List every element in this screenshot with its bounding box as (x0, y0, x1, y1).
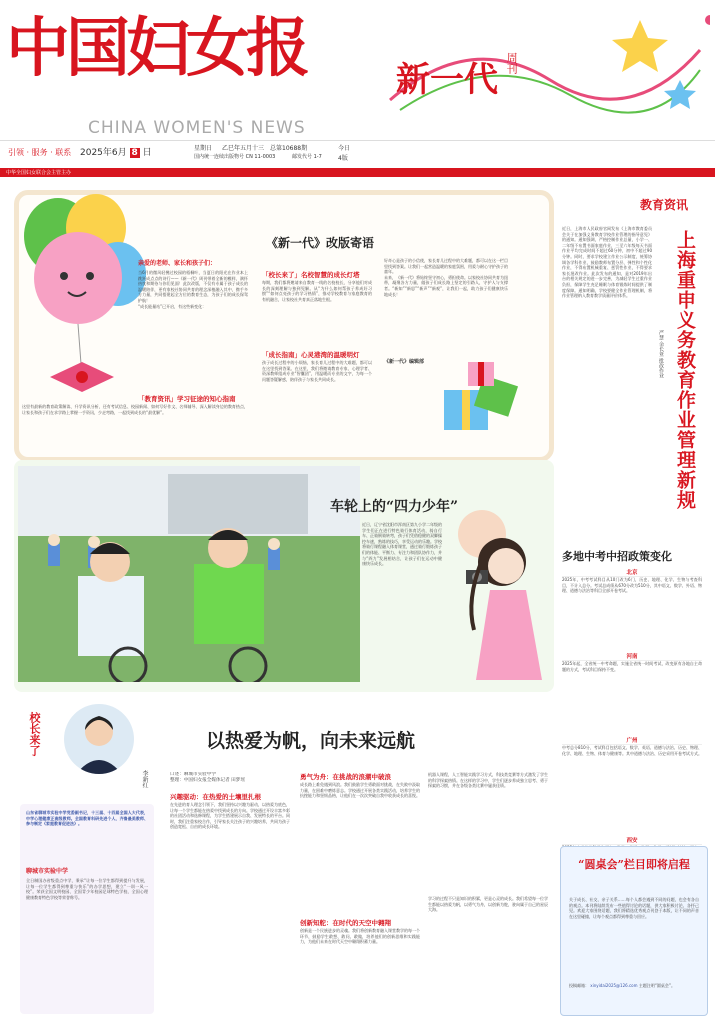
exam-item-henan (562, 652, 702, 736)
photo-story-caption: 近日，辽宁省沈阳市浑南区第九小学二年级的学生们正在进行特色骑行体育活动，骑自行车、正骑倒骑转弯，孩子们凭借稳健的双脚操控车速，熟练的技巧，享受运动的乐趣。学校将骑行课程融入体育课堂，通过骑行锻炼孩子们的体能、平衡力、专注力和团队协作力，并与“四力”发展相结合，让孩子们在运动中健康快乐成长。 (362, 522, 442, 567)
principal-tag-text: 校长来了 (28, 712, 41, 756)
publisher-bar (0, 168, 715, 177)
weekly-suffix: 周刊 (505, 52, 519, 74)
gift-box-icon (438, 360, 518, 440)
credit-2: 整理：中国妇女报全媒体记者 田梦瑶 (170, 777, 245, 783)
section1-title: 「教育资讯」学习征途的知心指南 (138, 395, 236, 403)
main-story-byline: 严慧 余长亚 批改作业 (658, 330, 664, 379)
exam-text: 2025年，中考考试科目从10门改为6门，历史、地理、化学、生物与考查科目，不计入总分。考试总成绩从670分改为510分，其中语文、数学、外语、物理、道德与法治等科目全部开卷考试。 (562, 577, 702, 594)
roundtable-email[interactable]: xinyidai2025@126.com (590, 983, 638, 988)
editorial-greeting: 亲爱的老师、家长和孩子们： (138, 260, 217, 267)
exam-text: 2025年起，全省统一中考命题，实施全省统一时间考试，改变原有各地自主命题的方式，考试科目保持不变。 (562, 661, 702, 672)
exam-region: 河南 (562, 652, 702, 661)
newspaper-title-en: CHINA WOMEN'S NEWS (88, 118, 306, 138)
postal-code: 邮发代号 1-7 (292, 154, 322, 160)
principal-name: 李新红 (141, 770, 148, 788)
cycling-scene-icon (18, 466, 360, 682)
date (80, 145, 152, 158)
editorial-col1 (138, 270, 248, 388)
exam-text: 中考总分810分，考试科目包括语文、数学、英语、道德与法治、历史、物理、化学、地理、生物、体育与健康等。其中道德与法治、历史采用开卷考试方式。 (562, 745, 702, 756)
editorial-p1: 当6月的微风轻拂过校园的梧桐叶，当夏日的阳光在作业本上跳跃成点点的诗行——《新一代》周刊带着全新的模样，满怀热忱和期待与你们见面！此次改版，不仅有专属于孩子成长的温暖陪伴，更有家校社协同共育的理念深植融入其中，携手多方力量，共同搭建起全方位的教育生态，为孩子们的成长保驾护航！ (138, 270, 248, 303)
editorial-closing: 《新一代》编辑部 (384, 359, 425, 365)
principal-credits (170, 772, 290, 786)
principal-sub-a: 兴趣驱动：在热爱的土壤里扎根 (170, 793, 261, 801)
roundtable-email-line (569, 983, 699, 1009)
main-story-title: 上海重申义务教育作业管理新规 (674, 230, 696, 510)
principal-text-b: 成长路上难免遇到风浪。我们鼓励学生勇敢面对挑战，在失败中汲取力量，在困难中磨炼意志。学校通过开展各类实践活动，培养学生的抗挫能力和坚韧品格，让他们在一次次突破自我中收获成长的喜悦。 (300, 782, 420, 799)
exam-region: 北京 (562, 568, 702, 577)
newspaper-title: 中国妇女报 (6, 11, 306, 86)
principal-school: 聊城市实验中学 (26, 868, 69, 875)
date-prefix: 2025年6月 (80, 148, 127, 158)
editorial-title: 《新一代》改版寄语 (266, 236, 375, 250)
principal-bio-box (20, 804, 154, 1014)
section2-text: 每期，我们都将邀请来自教育一线的名校校长，分享他们对成长的深刻理解与独到见解。从“为什么如何帮孩子养成好习惯”“如何点亮孩子的学习热情”，推动学校教育与家庭教育的有机融合，让家校社共育真正落地生根。 (262, 280, 372, 302)
section2-title: 「校长来了」名校智慧的成长灯塔 (262, 271, 360, 279)
roundtable-text: 关于成长、社交、亲子关系……每个人都会遇到不同的问题，也会有各自的观点。本刊将陆续发布一些值得讨论的话题，供大家积极讨论、各抒己见。欢迎大家围绕话题，我们将精选优秀观点刊登于本版，让不同的声音在这里碰撞，让每个观点都得到尊重与回应。 (569, 897, 699, 919)
publisher: 中华全国妇女联合会主管主办 (6, 170, 72, 176)
principal-school-intro: 全日制国办省级重点中学，秉承“让每一位学生都得到提升与发展，让每一位学生都得到尊重与快乐”的办学思想，建立“一训一风一校”。荣获全国文明校园、全国青少年校园足球特色学校、全国心理健康教育特色学校等荣誉称号。 (26, 878, 148, 900)
principal-sub-b: 勇气为舟：在挑战的浪潮中破浪 (300, 773, 391, 781)
edu-news-tag-text: 教育资讯 (640, 198, 689, 212)
cn-code: 国内统一连续出版物号 CN 11-0003 (194, 154, 276, 160)
pages-label: 今日 (338, 145, 351, 152)
weekly-name: 新一代 (396, 60, 498, 100)
principal-sub-c: 创新知舵：在时代的天空中翱翔 (300, 919, 391, 927)
editorial-p4: 未来，《新一代》将始终坚守初心，勇担使命。以家校社协同共育为纽带，凝聚各方力量，做孩子们成长路上坚定的引路人，守护人与支撑者。“新知”“新思”“新声”“新观”，让我们一起，助力孩子们健康快乐地成长！ (384, 274, 508, 297)
photo-story-title: 车轮上的“四力少年” (330, 499, 459, 515)
roundtable-title: “圆桌会”栏目即将启程 (578, 858, 690, 871)
exams-title: 多地中考中招政策变化 (562, 550, 672, 563)
issue-number: 总第10688期 (270, 145, 308, 152)
section1-text: 这里有最新的教育政策解读、升学资讯分析，还有考试信息、校园新闻、如何写好作文、名师辅导、深入解读身边的教育热点，让家长和孩子们在求学路上掌握一手资讯，少走弯路，一起找到成长的“最优解”。 (22, 404, 248, 415)
editorial-p3: 好奇心是孩子的小信使，家长育儿过程中的大难题，都可以在这一栏目里找到答案。让我们一起营造温暖的家庭氛围，用爱与耐心守护孩子的童年。 (384, 258, 508, 275)
lunar-date: 乙巳年五月十三 (222, 145, 265, 152)
roundtable-email-note: 主题注明“圆桌会”。 (638, 983, 675, 988)
slogan: 引领 · 服务 · 联系 (8, 148, 72, 157)
girl-camera-icon (446, 510, 550, 686)
principal-tag (26, 712, 46, 756)
principal-text-e: 学习的过程不只是知识的积累，更是心灵的成长。我们希望每一位学生都能以热爱为帆，以勇气为舟，以创新为舵，驶向属于自己的星辰大海。 (428, 896, 548, 913)
pages-count: 4版 (338, 155, 348, 162)
section3-text: 孩子成长过程中的小烦恼，家长育儿过程中的大难题，都可以在这里找到答案。在这里，我们将邀请教育专家、心理学者、资深教师组成专业“智囊团”，用温暖而专业的文字，为每一个问题答疑解惑，陪伴孩子与家长共同成长。 (262, 360, 372, 382)
roundtable-email-label: 投稿邮箱： (569, 983, 589, 988)
section3-title: 「成长指南」心灵港湾的温暖明灯 (262, 351, 360, 359)
exam-region: 西安 (562, 836, 702, 845)
edu-news-tag (640, 196, 688, 213)
weekly-badge (396, 52, 519, 101)
principal-text-d: 机器人课程，人工智能实践学习方式，科技类竞赛等方式激发了学生的科学探索热情。在这样的学习中，学生们逐步养成独立思考、勇于探索的习惯，并在各级各类比赛中屡获佳绩。 (428, 772, 548, 789)
exam-item-guangzhou (562, 736, 702, 836)
kids-cycling-photo (18, 466, 360, 682)
principal-text-c: 创新是一个民族进步的灵魂。我们将创新教育融入课堂教学的每一个环节，鼓励学生敢想、敢问、敢做，培养他们的创新思维和实践能力，为他们未来在时代天空中翱翔积蓄力量。 (300, 928, 420, 945)
date-day: 8 (131, 148, 138, 158)
editorial-p2: “成长能量站”已开启，有这些新变化： (138, 303, 207, 309)
weekday: 星期日 (194, 145, 213, 152)
principal-avatar-icon (64, 704, 134, 774)
main-story-text: 近日，上海市人民政府官网发布《上海市教育委员会关于在加强义务教育学校作业管理的指导意见》的通知。通知强调，严格控制作业总量，小学一、二年级不布置书面家庭作业，三至六年级每天书面作业平均完成时间不超过60分钟，初中不超过90分钟。同时，要求学校建立作业公示制度，统筹协调各学科作业，鼓励教师布置分层、弹性和个性化作业，不得布置机械重复、惩罚性作业，不得要求家长批改作业。此次发布的通知，是对2019年出台的相关规定的进一步完善，为减轻学生过重作业负担，保障学生充足睡眠与体育锻炼时间提供了制度保障。通知明确，学校要健全作业管理机制，将作业管理纳入教育教学质量评价体系。 (562, 226, 652, 299)
principal-text-a: 在先进的育人理念引领下，我们坚持以兴趣为驱动，以热爱为底色，让每一个学生都能在热爱中找到成长的方向。学校通过开设丰富多彩的社团活动和选修课程，为学生搭建展示自我、发展特长的平台。同时，我们注重家校合作，引导家长关注孩子的兴趣培养，共同为孩子创造宽松、自由的成长环境。 (170, 802, 290, 830)
roundtable-box (560, 846, 708, 1016)
info-bar (0, 140, 715, 167)
masthead (0, 0, 715, 186)
editorial-col3 (384, 258, 508, 354)
principal-bio: 山东省聊城市实验中学党委副书记，十三届、十四届全国人大代表，中学心理健康正高级教师。全国教育科研先进个人、齐鲁最美教师、参与制定《家庭教育促进法》。 (26, 810, 148, 827)
credit-1: 口述：聊城市实验中学 (170, 772, 216, 777)
exam-region: 广州 (562, 736, 702, 745)
principal-portrait (64, 704, 134, 774)
date-suffix: 日 (142, 148, 152, 158)
exam-item-beijing (562, 568, 702, 652)
principal-title: 以热爱为帆，向未来远航 (206, 730, 416, 752)
